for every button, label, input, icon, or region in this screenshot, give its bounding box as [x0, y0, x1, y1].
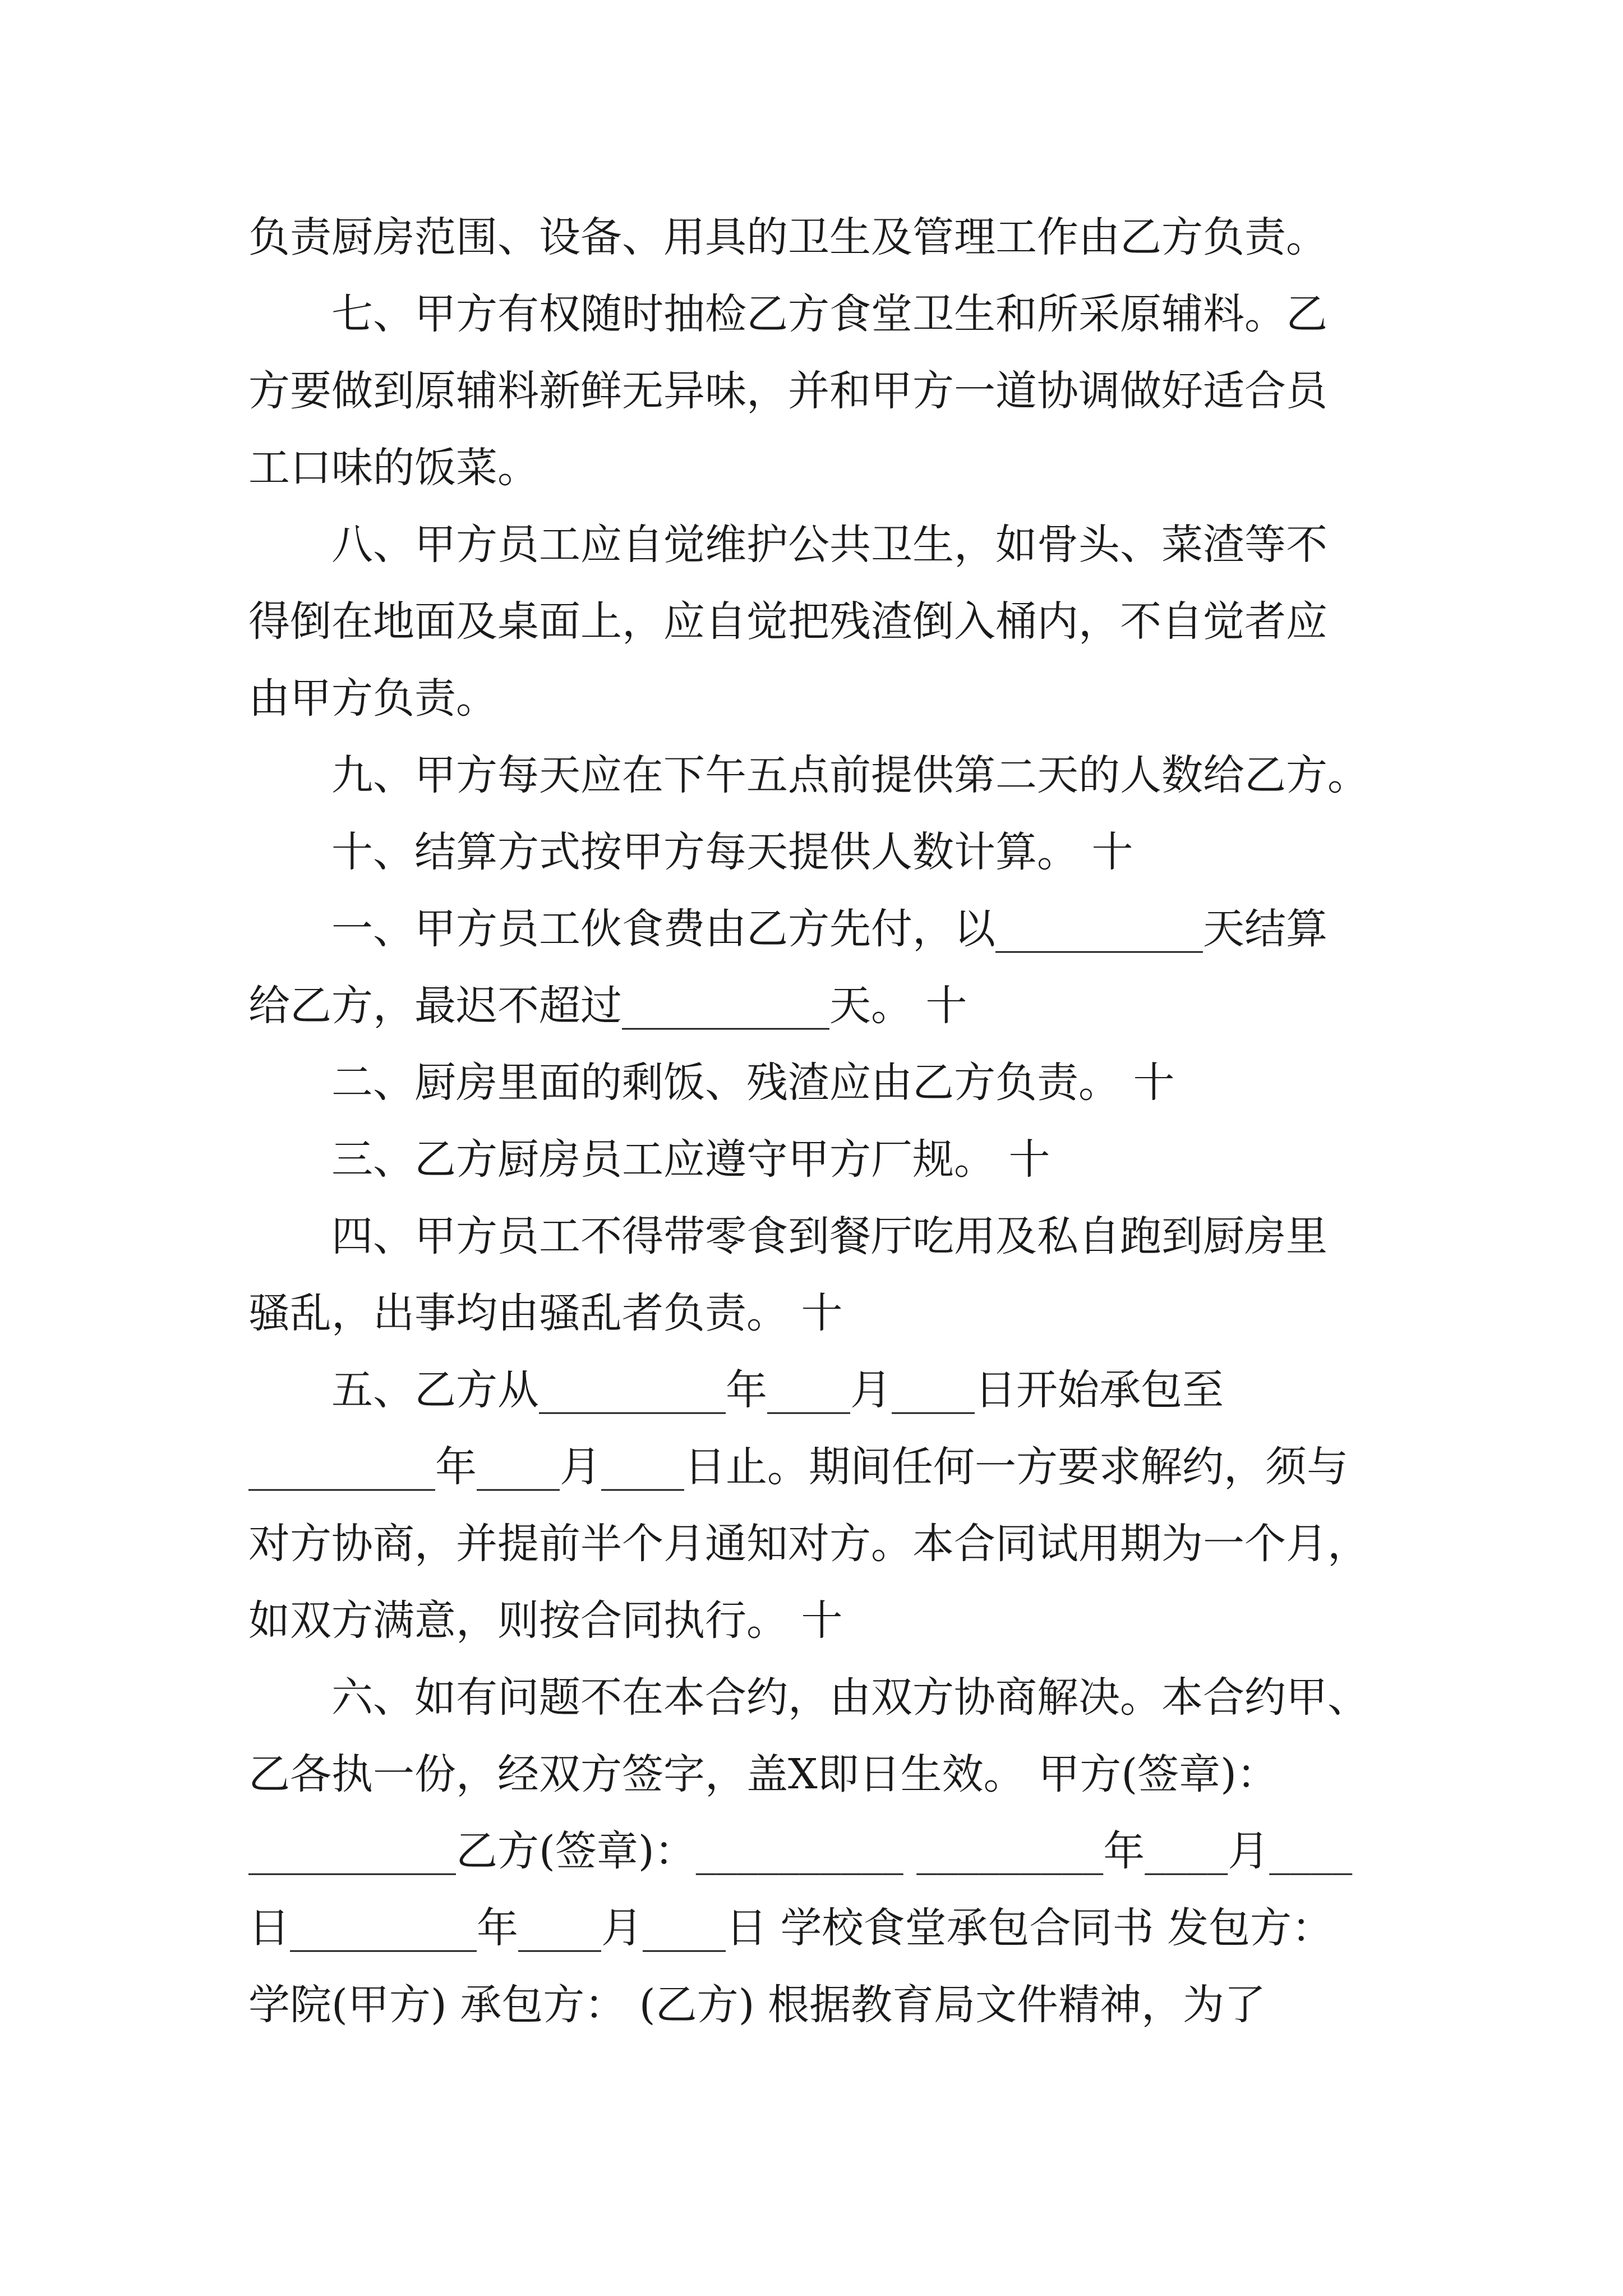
- text-line: _________年____月____日止。期间任何一方要求解约，须与: [248, 1443, 1348, 1491]
- text-line: 骚乱，出事均由骚乱者负责。 十: [248, 1289, 843, 1337]
- text-line: 乙各执一份，经双方签字，盖X即日生效。 甲方(签章)：: [248, 1750, 1278, 1798]
- text-line: 由甲方负责。: [248, 674, 497, 723]
- text-line: 五、乙方从_________年____月____日开始承包至: [331, 1366, 1224, 1414]
- paragraph-clause-15: [248, 1352, 1387, 1659]
- text-line: 给乙方，最迟不超过__________天。 十: [248, 982, 967, 1030]
- paragraph-clause-10: [248, 814, 1387, 891]
- paragraph-clause-9: [248, 737, 1387, 814]
- text-line: 方要做到原辅料新鲜无异味，并和甲方一道协调做好适合员: [248, 367, 1327, 415]
- text-line: 六、如有问题不在本合约，由双方协商解决。本合约甲、: [331, 1673, 1369, 1722]
- text-line: 八、甲方员工应自觉维护公共卫生，如骨头、菜渣等不: [331, 521, 1327, 569]
- text-line: 负责厨房范围、设备、用具的卫生及管理工作由乙方负责。: [248, 213, 1327, 261]
- paragraph-clause-16: [248, 1659, 1387, 2044]
- paragraph-clause-7: [248, 276, 1387, 507]
- text-line: 对方协商，并提前半个月通知对方。本合同试用期为一个月，: [248, 1520, 1369, 1568]
- contract-body-text: [248, 199, 1387, 2044]
- text-line: 十、结算方式按甲方每天提供人数计算。 十: [331, 828, 1133, 876]
- date-line: 日_________年____月____日 学校食堂承包合同书 发包方：: [248, 1904, 1334, 1952]
- paragraph-clause-11: [248, 891, 1387, 1045]
- text-line: 二、厨房里面的剩饭、残渣应由乙方负责。 十: [331, 1059, 1175, 1107]
- text-line: 九、甲方每天应在下午五点前提供第二天的人数给乙方。: [331, 751, 1369, 799]
- signature-line: __________乙方(签章)：__________ _________年____月____: [248, 1827, 1353, 1875]
- paragraph-clause-12: [248, 1045, 1387, 1121]
- paragraph-clause-8: [248, 507, 1387, 737]
- paragraph-clause-14: [248, 1198, 1387, 1352]
- text-line: 一、甲方员工伙食费由乙方先付，以__________天结算: [331, 905, 1327, 953]
- text-line: 七、甲方有权随时抽检乙方食堂卫生和所采原辅料。乙: [331, 290, 1327, 338]
- paragraph-clause-13: [248, 1121, 1387, 1198]
- text-line: 得倒在地面及桌面上，应自觉把残渣倒入桶内，不自觉者应: [248, 597, 1327, 646]
- text-line: 学院(甲方) 承包方： (乙方) 根据教育局文件精神，为了: [248, 1981, 1266, 2029]
- text-line: 四、甲方员工不得带零食到餐厅吃用及私自跑到厨房里: [331, 1212, 1327, 1260]
- text-line: 如双方满意，则按合同执行。 十: [248, 1596, 843, 1645]
- text-line: 工口味的饭菜。: [248, 444, 539, 492]
- paragraph-kitchen-hygiene: [248, 199, 1387, 276]
- text-line: 三、乙方厨房员工应遵守甲方厂规。 十: [331, 1135, 1050, 1184]
